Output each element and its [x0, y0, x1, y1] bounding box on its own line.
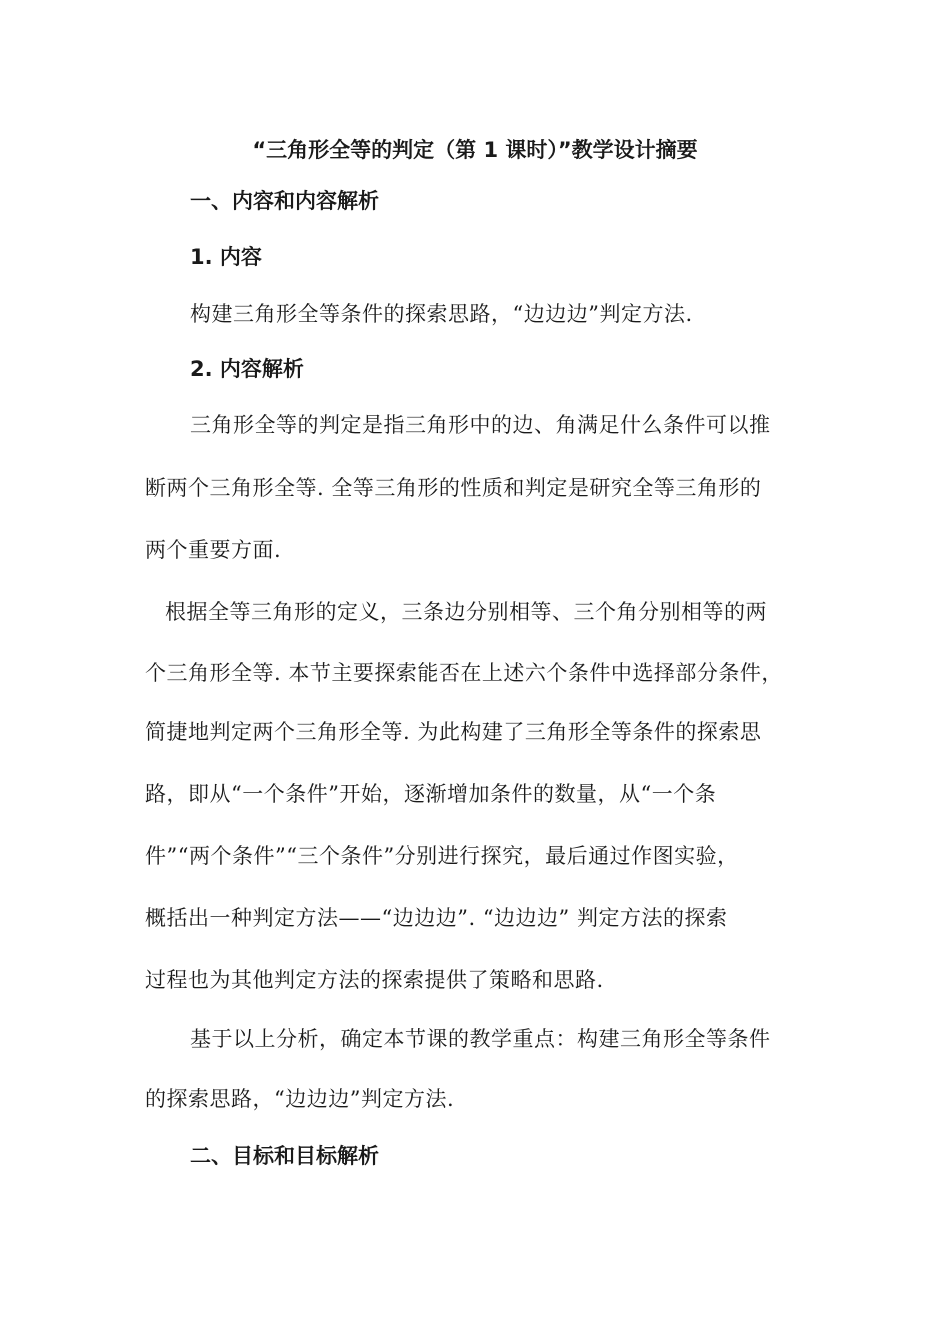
paragraph-line: 三角形全等的判定是指三角形中的边、角满足什么条件可以推 [190, 413, 771, 437]
paragraph-line: 根据全等三角形的定义，三条边分别相等、三个角分别相等的两 [165, 600, 767, 624]
paragraph-line: 路，即从“一个条件”开始，逐渐增加条件的数量，从“一个条 [145, 782, 717, 806]
paragraph-line: 过程也为其他判定方法的探索提供了策略和思路. [145, 968, 604, 992]
content-paragraph: 构建三角形全等条件的探索思路，“边边边”判定方法. [190, 302, 693, 326]
document-title: “三角形全等的判定（第 1 课时）”教学设计摘要 [252, 138, 698, 162]
section-heading-content: 一、内容和内容解析 [190, 189, 379, 213]
paragraph-line: 基于以上分析，确定本节课的教学重点：构建三角形全等条件 [190, 1027, 771, 1051]
paragraph-line: 断两个三角形全等. 全等三角形的性质和判定是研究全等三角形的 [145, 476, 762, 500]
paragraph-line: 简捷地判定两个三角形全等. 为此构建了三角形全等条件的探索思 [145, 720, 762, 744]
paragraph-line: 概括出一种判定方法——“边边边”. “边边边” 判定方法的探索 [145, 906, 728, 930]
section-heading-goals: 二、目标和目标解析 [190, 1144, 379, 1168]
subsection-heading-content: 1. 内容 [190, 245, 262, 269]
paragraph-line: 件”“两个条件”“三个条件”分别进行探究，最后通过作图实验， [145, 844, 739, 868]
paragraph-line: 个三角形全等. 本节主要探索能否在上述六个条件中选择部分条件， [145, 661, 783, 685]
paragraph-line: 的探索思路，“边边边”判定方法. [145, 1087, 455, 1111]
subsection-heading-analysis: 2. 内容解析 [190, 357, 304, 381]
paragraph-line: 两个重要方面. [145, 538, 282, 562]
